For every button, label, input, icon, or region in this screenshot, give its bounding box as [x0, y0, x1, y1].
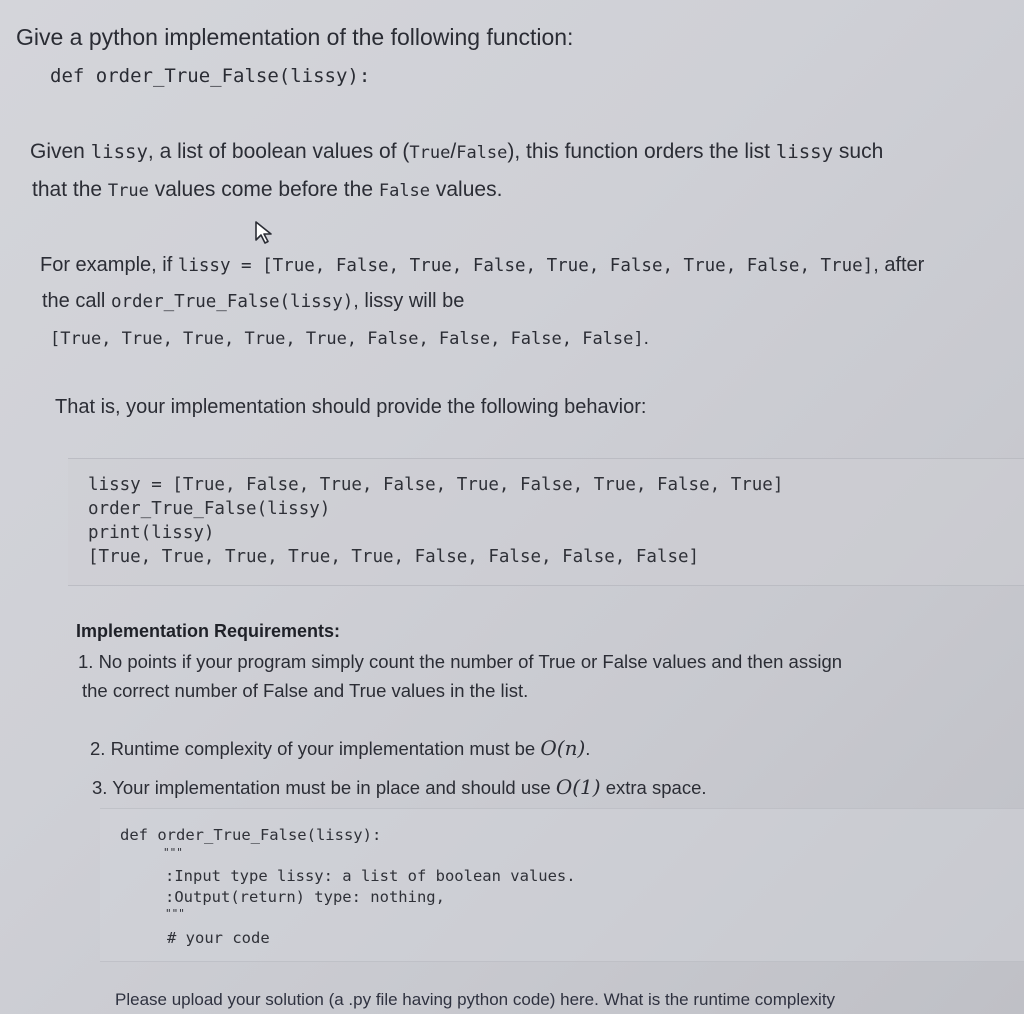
desc-false-2: False	[378, 181, 431, 201]
template-line-4: :Output(return) type: nothing,	[165, 888, 445, 906]
requirement-3-end: extra space.	[605, 777, 707, 798]
template-line-1: def order_True_False(lissy):	[120, 826, 382, 844]
template-line-6: # your code	[167, 929, 270, 947]
code-example-line-1: lissy = [True, False, True, False, True, False, True, False, True]	[88, 475, 784, 495]
desc-true: True	[409, 143, 451, 163]
description-line-2	[32, 178, 502, 202]
upload-instructions: Please upload your solution (a .py file having python code) here. What is the runtime complexity	[115, 990, 836, 1009]
requirement-3	[92, 775, 707, 799]
question-title: Give a python implementation of the following function:	[16, 24, 574, 50]
function-signature: def order_True_False(lissy):	[50, 65, 371, 87]
template-line-3: :Input type lissy: a list of boolean values.	[165, 867, 576, 885]
example-line-2	[42, 290, 464, 313]
example-line-1	[40, 254, 924, 277]
requirement-2	[90, 736, 590, 760]
template-line-5: """	[165, 907, 185, 920]
example-period: .	[643, 328, 649, 349]
desc-list-of-bool: , a list of boolean values of (	[147, 140, 410, 163]
requirements-heading: Implementation Requirements:	[76, 621, 341, 641]
desc-false: False	[456, 143, 508, 163]
description-line-1	[30, 140, 883, 164]
requirement-3-math: O(1)	[555, 775, 601, 799]
example-after: , after	[873, 254, 925, 276]
example-lissy-will-be: , lissy will be	[353, 290, 465, 312]
example-line-3	[50, 328, 649, 350]
example-result: [True, True, True, True, True, False, False, False, False]	[50, 329, 644, 349]
that-is-text: That is, your implementation should provide the following behavior:	[55, 396, 647, 418]
desc-slash: /	[450, 140, 457, 163]
mouse-cursor-icon	[254, 220, 276, 251]
desc-that-the: that the	[32, 178, 103, 201]
requirement-2-math: O(n)	[540, 736, 586, 760]
desc-given: Given	[30, 140, 85, 163]
example-the-call: the call	[42, 290, 106, 312]
requirement-1-line-1: 1. No points if your program simply count the number of True or False values and then assign	[78, 651, 843, 672]
requirement-3-text: 3. Your implementation must be in place and should use	[92, 777, 551, 798]
code-example-line-2: order_True_False(lissy)	[88, 499, 331, 519]
requirement-2-end: .	[585, 738, 591, 759]
desc-true-2: True	[107, 181, 149, 201]
code-example-line-4: [True, True, True, True, True, False, False, False, False]	[88, 547, 700, 567]
code-example-line-3: print(lissy)	[88, 523, 215, 543]
desc-rest: ), this function orders the list	[507, 140, 771, 163]
template-line-2: """	[163, 846, 183, 859]
example-call-code: order_True_False(lissy)	[110, 292, 354, 312]
requirement-2-text: 2. Runtime complexity of your implementation must be	[90, 738, 536, 759]
example-lissy-assignment: lissy = [True, False, True, False, True, False, True, False, True]	[177, 256, 874, 276]
desc-lissy: lissy	[90, 141, 148, 163]
desc-such: such	[838, 140, 884, 163]
desc-values-before: values come before the	[154, 178, 373, 201]
desc-values-end: values.	[435, 178, 503, 201]
example-for-if: For example, if	[40, 254, 173, 276]
desc-lissy-2: lissy	[775, 141, 834, 163]
requirement-1-line-2: the correct number of False and True values in the list.	[82, 680, 529, 701]
